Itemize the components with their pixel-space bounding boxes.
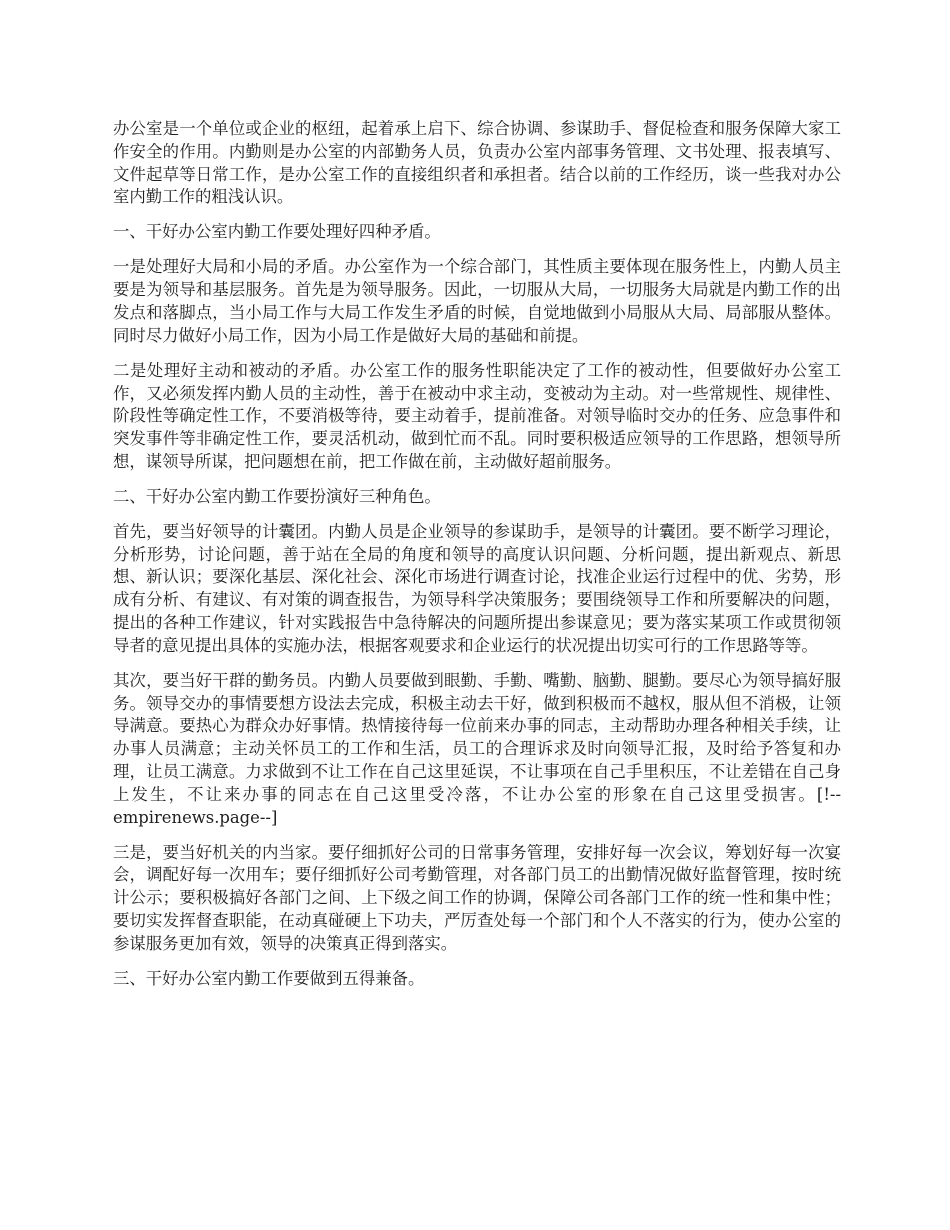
section-heading-1: 一、干好办公室内勤工作要处理好四种矛盾。	[113, 222, 441, 242]
intro-paragraph: 办公室是一个单位或企业的枢纽，起着承上启下、综合协调、参谋助手、督促检查和服务保障大家工作安全的作用。内勤则是办公室的内部勤务人员，负责办公室内部事务管理、文书处理、报表填写、文件起草等日常工作，是办公室工作的直接组织者和承担者。结合以前的工作经历，谈一些我对办公室内勤工作的粗浅认识。	[113, 119, 841, 207]
paragraph-service-staff: 其次，要当好干群的勤务员。内勤人员要做到眼勤、手勤、嘴勤、脑勤、腿勤。要尽心为领导搞好服务。领导交办的事情要想方设法去完成，积极主动去干好，做到积极而不越权，服从但不消极，让领导满意。要热心为群众办好事情。热情接待每一位前来办事的同志，主动帮助办理各种相关手续，让办事人员满意；主动关怀员工的工作和生活，员工的合理诉求及时向领导汇报，及时给予答复和办理，让员工满意。力求做到不让工作在自己这里延误，不让事项在自己手里积压，不让差错在自己身上发生，不让来办事的同志在自己这里受冷落，不让办公室的形象在自己这里受损害。[!--empirenews.page--]	[113, 670, 841, 827]
paragraph-think-tank: 首先，要当好领导的计囊团。内勤人员是企业领导的参谋助手，是领导的计囊团。要不断学习理论，分析形势，讨论问题，善于站在全局的角度和领导的高度认识问题、分析问题，提出新观点、新思想、新认识；要深化基层、深化社会、深化市场进行调查讨论，找准企业运行过程中的优、劣势，形成有分析、有建议、有对策的调查报告，为领导科学决策服务；要围绕领导工作和所要解决的问题，提出的各种工作建议，针对实践报告中急待解决的问题所提出参谋意见；要为落实某项工作或贯彻领导者的意见提出具体的实施办法，根据客观要求和企业运行的状况提出切实可行的工作思路等等。	[113, 521, 841, 655]
paragraph-big-small-picture: 一是处理好大局和小局的矛盾。办公室作为一个综合部门，其性质主要体现在服务性上，内勤人员主要是为领导和基层服务。首先是为领导服务。因此，一切服从大局，一切服务大局就是内勤工作的出发点和落脚点，当小局工作与大局工作发生矛盾的时候，自觉地做到小局服从大局、局部服从整体。同时尽力做好小局工作，因为小局工作是做好大局的基础和前提。	[113, 257, 841, 345]
section-heading-3: 三、干好办公室内勤工作要做到五得兼备。	[113, 968, 425, 988]
paragraph-housekeeper: 三是，要当好机关的内当家。要仔细抓好公司的日常事务管理，安排好每一次会议，筹划好每一次宴会，调配好每一次用车；要仔细抓好公司考勤管理，对各部门员工的出勤情况做好监督管理，按时统计公示；要积极搞好各部门之间、上下级之间工作的协调，保障公司各部门工作的统一性和集中性；要切实发挥督查职能，在动真碰硬上下功夫，严厉查处每一个部门和个人不落实的行为，使办公室的参谋服务更加有效，领导的决策真正得到落实。	[113, 842, 841, 953]
section-heading-2: 二、干好办公室内勤工作要扮演好三种角色。	[113, 486, 441, 506]
document-body	[113, 118, 841, 1003]
paragraph-active-passive: 二是处理好主动和被动的矛盾。办公室工作的服务性职能决定了工作的被动性，但要做好办公室工作，又必须发挥内勤人员的主动性，善于在被动中求主动，变被动为主动。对一些常规性、规律性、阶段性等确定性工作，不要消极等待，要主动着手，提前准备。对领导临时交办的任务、应急事件和突发事件等非确定性工作，要灵活机动，做到忙而不乱。同时要积极适应领导的工作思路，想领导所想，谋领导所谋，把问题想在前，把工作做在前，主动做好超前服务。	[113, 360, 841, 471]
